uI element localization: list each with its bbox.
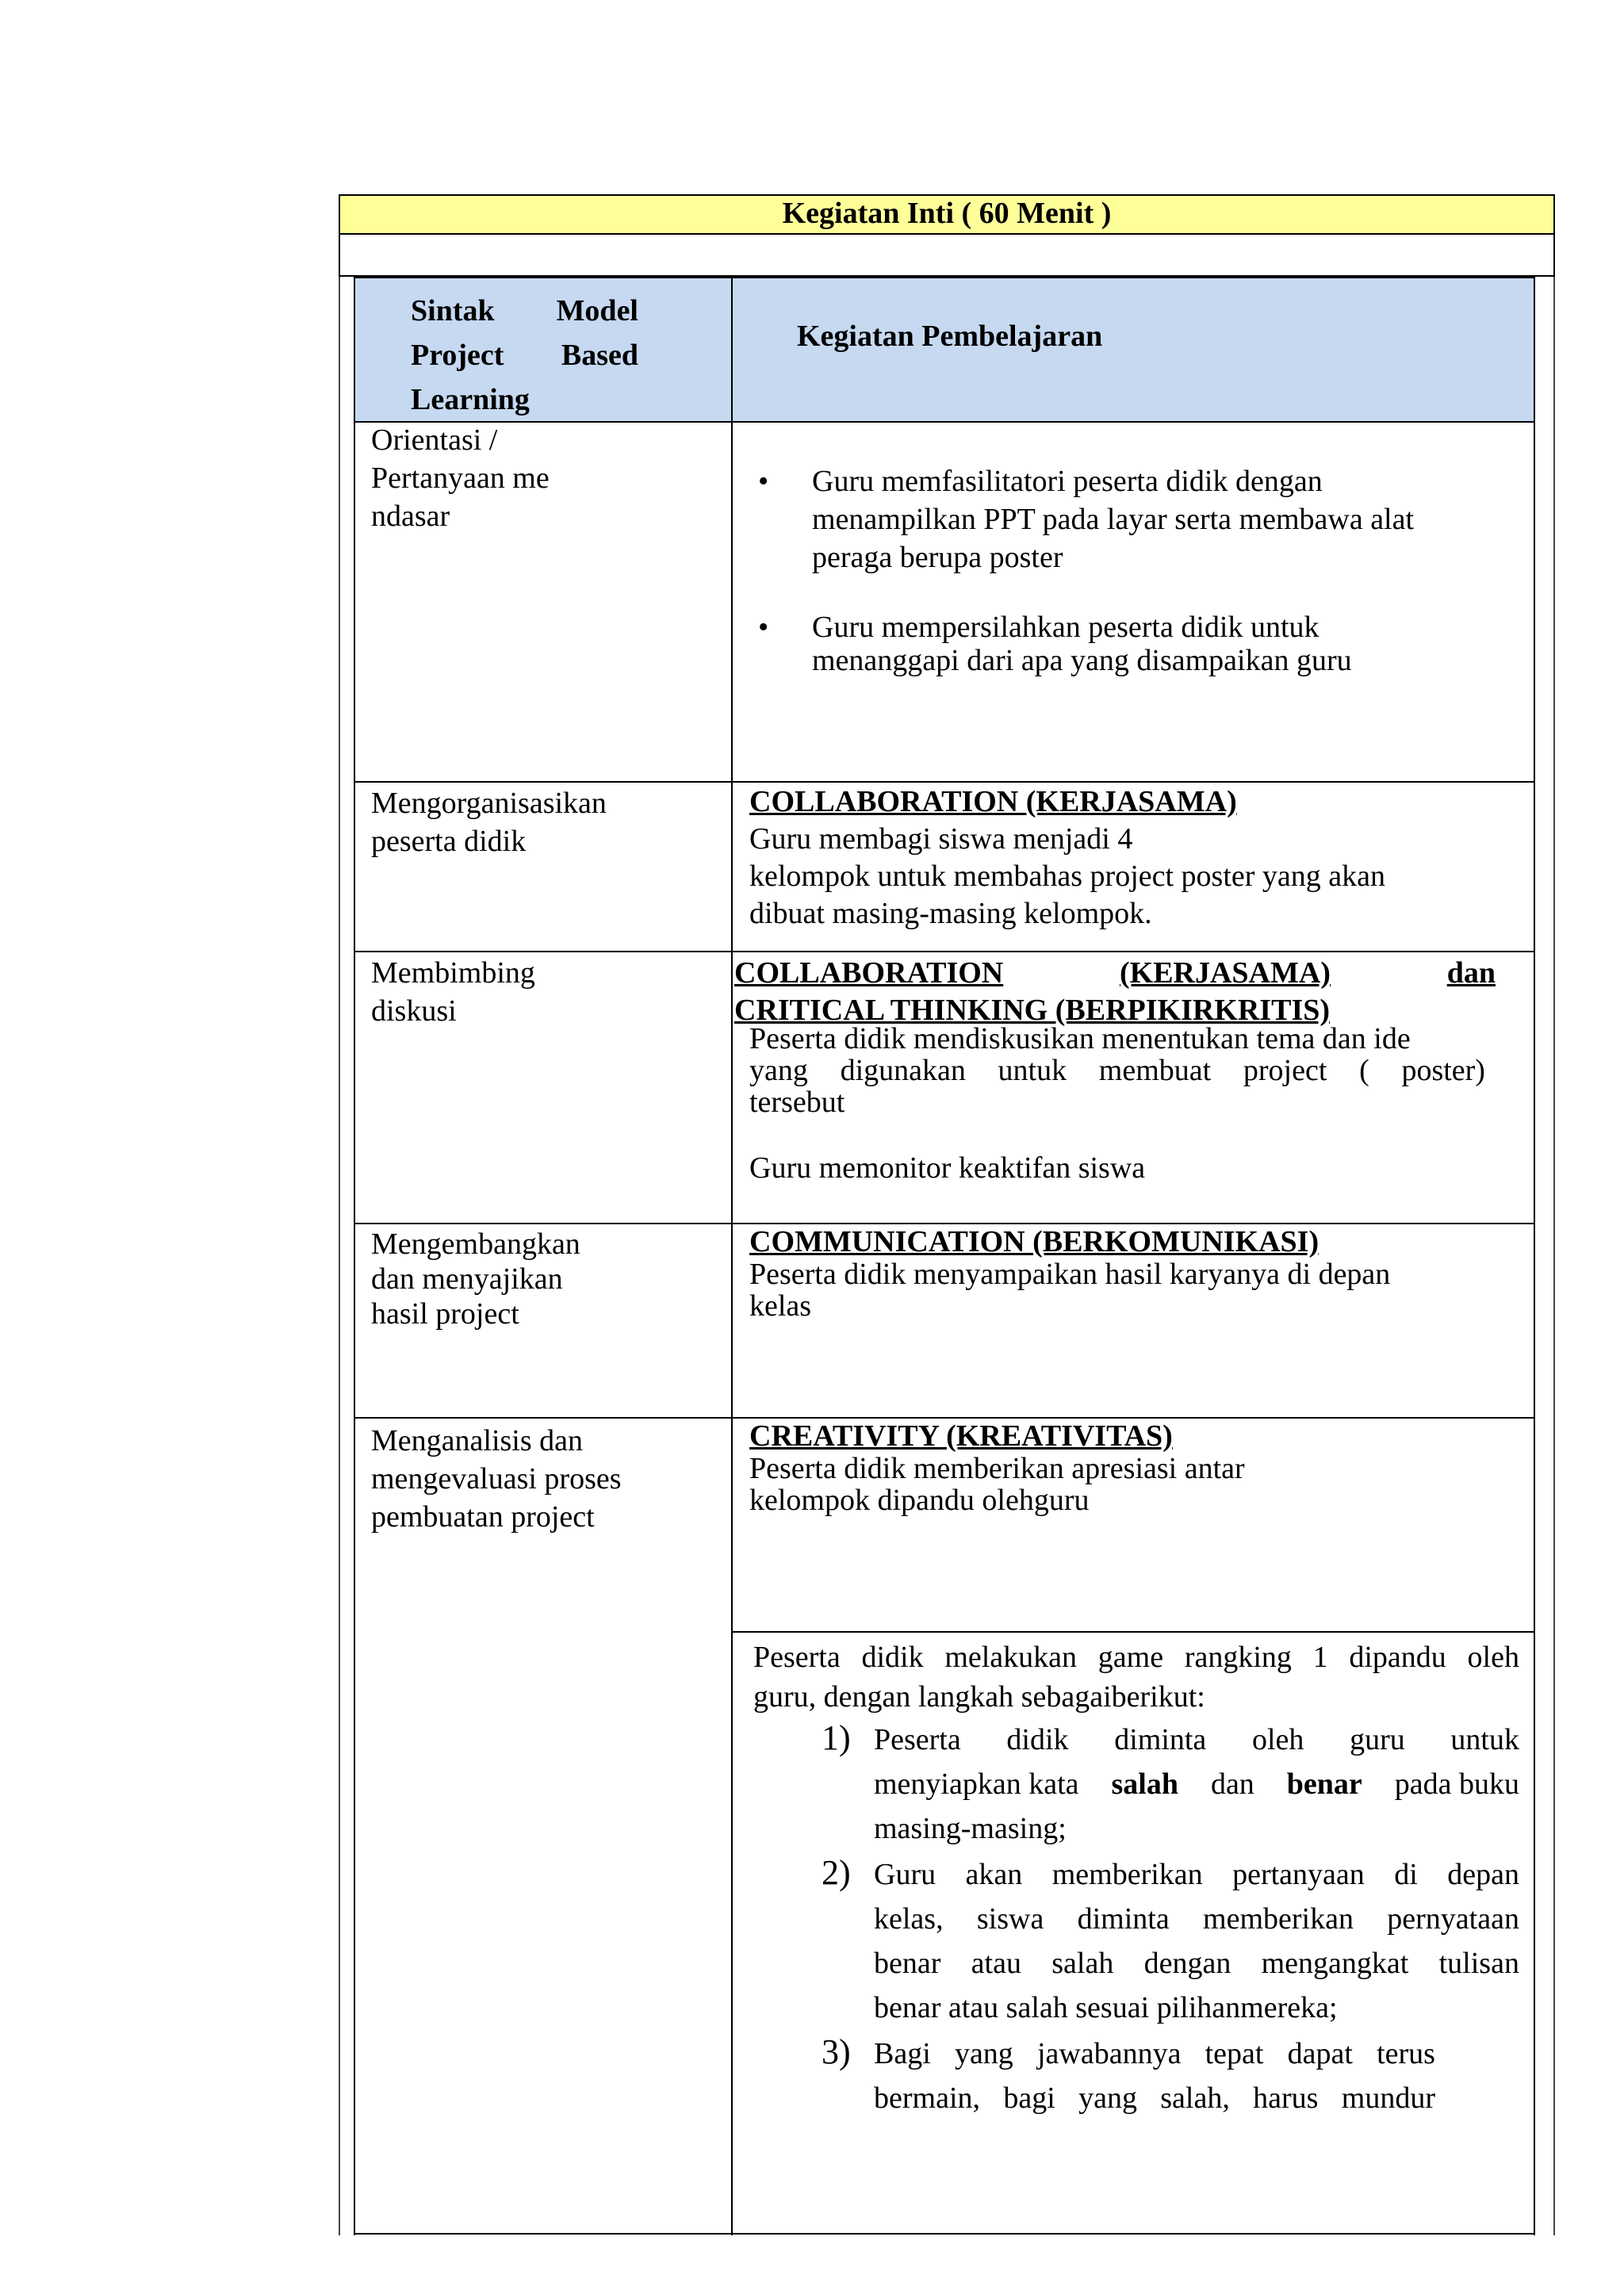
row5-heading: CREATIVITY (KREATIVITAS)	[749, 1419, 1173, 1453]
row1-bullet1-line2: menampilkan PPT pada layar serta membawa alat	[812, 503, 1415, 536]
row4-heading: COMMUNICATION (BERKOMUNIKASI)	[749, 1225, 1320, 1258]
row-divider	[354, 2233, 1535, 2235]
row3-line4: Guru memonitor keaktifan siswa	[749, 1151, 1146, 1185]
row2-left-line2: peserta didik	[371, 825, 527, 858]
row-divider	[354, 951, 1535, 952]
header-col1-line1: Sintak Model	[411, 294, 638, 327]
row-divider	[354, 1417, 1535, 1419]
row4-line2: kelas	[749, 1289, 812, 1323]
game-intro-line2: guru, dengan langkah sebagaiberikut:	[753, 1680, 1205, 1714]
row2-line1: Guru membagi siswa menjadi 4	[749, 822, 1133, 856]
table-border	[1534, 277, 1535, 2235]
row4-left-line1: Mengembangkan	[371, 1227, 580, 1261]
step2-line3: benar atau salah dengan mengangkat tulisan	[874, 1947, 1519, 1980]
row2-line2: kelompok untuk membahas project poster yang akan	[749, 860, 1386, 893]
row4-left-line3: hasil project	[371, 1297, 519, 1331]
row5-left-line3: pembuatan project	[371, 1500, 595, 1534]
row4-left-line2: dan menyajikan	[371, 1262, 563, 1296]
bullet-icon: •	[758, 465, 769, 498]
row3-left-line1: Membimbing	[371, 956, 535, 990]
table-border	[1553, 277, 1555, 2235]
row1-bullet2-line1: Guru mempersilahkan peserta didik untuk	[812, 611, 1320, 644]
page-title: Kegiatan Inti ( 60 Menit )	[782, 197, 1112, 230]
step3-line1: Bagi yang jawabannya tepat dapat terus	[874, 2037, 1435, 2070]
step3-line2: bermain, bagi yang salah, harus mundur	[874, 2081, 1435, 2115]
row-divider	[354, 781, 1535, 783]
row3-heading1: COLLABORATION (KERJASAMA) dan	[734, 956, 1496, 990]
row3-line2: yang digunakan untuk membuat project ( poster)	[749, 1054, 1485, 1087]
step2-line1: Guru akan memberikan pertanyaan di depan	[874, 1858, 1519, 1891]
row1-bullet2-line2: menanggapi dari apa yang disampaikan guru	[812, 644, 1352, 677]
row-divider	[354, 1223, 1535, 1224]
step1-line1: Peserta didik diminta oleh guru untuk	[874, 1723, 1519, 1756]
header-col1-line2: Project Based	[411, 339, 638, 372]
table-border	[354, 421, 1535, 423]
step-number: 1)	[822, 1718, 851, 1757]
row3-line3: tersebut	[749, 1086, 845, 1119]
bullet-icon: •	[758, 611, 769, 644]
row1-left-line2: Pertanyaan me	[371, 461, 550, 495]
step-number: 2)	[822, 1853, 851, 1892]
step1-line2: menyiapkan kata salah dan benar pada buku	[874, 1767, 1519, 1801]
row1-bullet1-line1: Guru memfasilitatori peserta didik dengan	[812, 465, 1323, 498]
row5-line1: Peserta didik memberikan apresiasi antar	[749, 1452, 1245, 1485]
step1-line3: masing-masing;	[874, 1812, 1067, 1845]
table-border	[731, 277, 733, 2235]
row5-left-line2: mengevaluasi proses	[371, 1462, 622, 1496]
row1-left-line1: Orientasi /	[371, 423, 498, 457]
header-col1-line3: Learning	[411, 383, 530, 416]
row3-line1: Peserta didik mendiskusikan menentukan tema dan ide	[749, 1022, 1411, 1055]
step2-line4: benar atau salah sesuai pilihanmereka;	[874, 1991, 1338, 2024]
row5-left-line1: Menganalisis dan	[371, 1424, 584, 1457]
row1-left-line3: ndasar	[371, 500, 450, 533]
table-border	[339, 277, 340, 2235]
step2-line2: kelas, siswa diminta memberikan pernyataan	[874, 1902, 1519, 1936]
game-intro-line1: Peserta didik melakukan game rangking 1 dipandu oleh	[753, 1641, 1519, 1674]
row1-bullet1-line3: peraga berupa poster	[812, 541, 1063, 574]
header-col2: Kegiatan Pembelajaran	[797, 320, 1103, 353]
row2-line3: dibuat masing-masing kelompok.	[749, 897, 1152, 930]
row4-line1: Peserta didik menyampaikan hasil karyanya di depan	[749, 1258, 1391, 1291]
table-border	[339, 233, 1555, 235]
table-border	[354, 277, 1535, 278]
row2-left-line1: Mengorganisasikan	[371, 787, 607, 820]
row-divider	[731, 1631, 1535, 1633]
row2-heading: COLLABORATION (KERJASAMA)	[749, 785, 1237, 818]
row5-line2: kelompok dipandu olehguru	[749, 1484, 1090, 1517]
step-number: 3)	[822, 2032, 851, 2071]
row3-left-line2: diskusi	[371, 994, 457, 1028]
row3-heading2: CRITICAL THINKING (BERPIKIRKRITIS)	[734, 994, 1331, 1027]
table-border	[354, 277, 355, 2235]
